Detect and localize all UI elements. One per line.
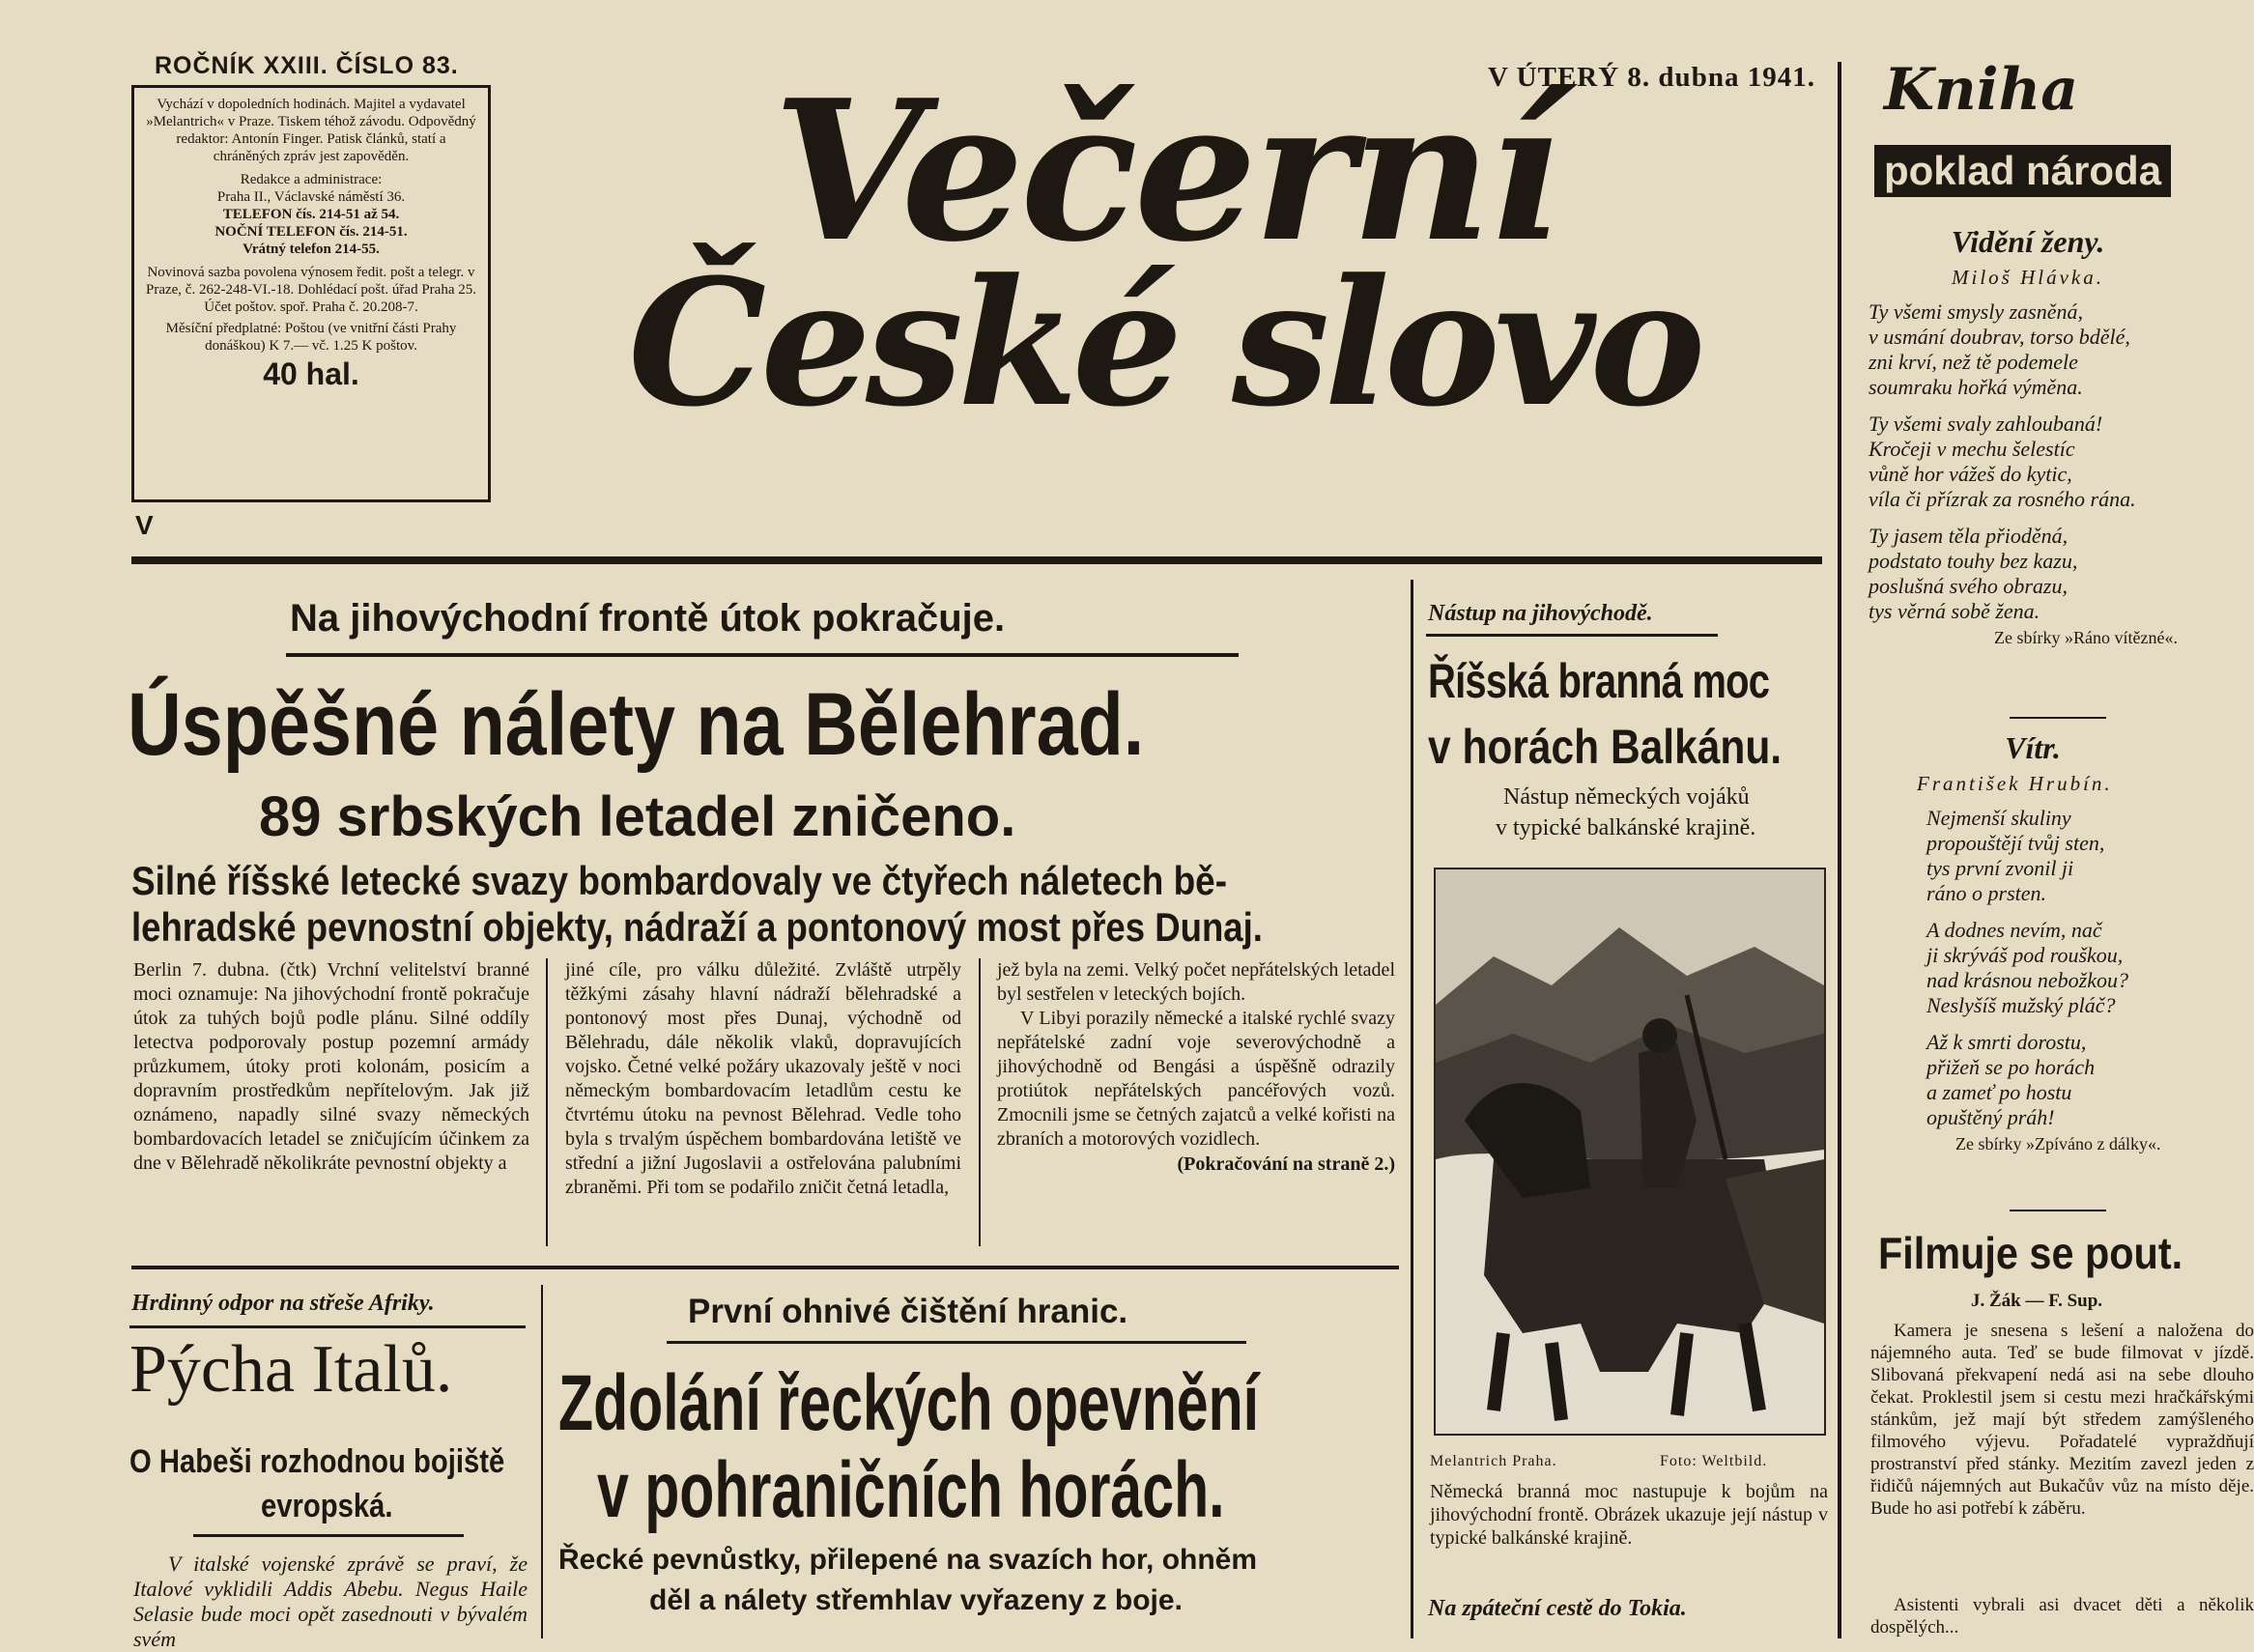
office-info (146, 171, 476, 258)
corner-mark: V (135, 510, 154, 540)
photo-sub-line-2: v typické balkánské krajině. (1496, 815, 1756, 840)
poem-1-author: Miloš Hlávka. (1952, 266, 2104, 289)
main-deck-line-1: Silné říšské letecké svazy bombardovaly ve čtyřech náletech bě- (131, 858, 1228, 903)
main-column-1: Berlin 7. dubna. (čtk) Vrchní velitelství branné moci oznamuje: Na jihovýchodní frontě pokračuje útok za tuhých bojů podle plánu. Silné oddíly letectva podporovaly postup pozemní armády průzkumem, útoky proti kolonám, posicím a dopravním prostředkům nepřítelovým. Jak již oznámeno, napadly silné svazy německých bombardovacích letadel se zničujícím účinkem za dne v Bělehradě několikráte pevnostní objekty a (133, 959, 529, 1174)
photo-story-kicker: Nástup na jihovýchodě. (1428, 601, 1653, 626)
africa-body: V italské vojenské zprávě se praví, že Italové vyklidili Addis Abebu. Negus Haile Selasie bude moci opět zasednouti v bývalém svém (133, 1552, 528, 1651)
subscription-info: Měsíční předplatné: Poštou (ve vnitřní části Prahy donáškou) K 7.— vč. 1.25 K poštov. (165, 321, 457, 354)
soldiers-photo-image (1436, 869, 1824, 1434)
column-divider (979, 958, 981, 1246)
sidebar-brand-line-1: Kniha (1884, 56, 2079, 124)
next-story-kicker: Na zpáteční cestě do Tokia. (1428, 1596, 1687, 1621)
title-line-1: Večerní (773, 58, 1557, 285)
photo-column-divider (1411, 580, 1413, 1638)
main-headline: Úspěšné nálety na Bělehrad. (128, 675, 1145, 774)
main-subheadline: 89 srbských letadel zničeno. (259, 785, 1016, 848)
photo-caption: Německá branná moc nastupuje k bojům na jihovýchodní frontě. Obrázek ukazuje její nástup v typické balkánské krajině. (1430, 1481, 1828, 1549)
africa-sub-line-1: O Habeši rozhodnou bojiště (129, 1443, 505, 1480)
greek-kicker-underline (667, 1341, 1246, 1344)
africa-kicker-underline (129, 1325, 526, 1328)
poem-1-source: Ze sbírky »Ráno vítězné«. (1994, 628, 2178, 647)
poem-2-author: František Hrubín. (1917, 772, 2113, 795)
poem-1-stanza: Ty všemi smysly zasněná, v usmání doubrav, torso bdělé, zni krví, než tě podemele soumraku hořká výměna. (1869, 299, 2130, 399)
greek-deck-line-2: děl a nálety střemhlav vyřazeny z boje. (649, 1584, 1183, 1616)
publisher-info: Vychází v dopoledních hodinách. Majitel a vydavatel »Melantrich« v Praze. Tiskem téhož závodu. Odpovědný redaktor: Antonín Finger. Patisk článků, statí a chráněných zpráv jest zapověděn. (146, 97, 476, 164)
masthead-rule (131, 556, 1822, 564)
poem-2-stanza: A dodnes nevím, nač ji skrýváš pod rouškou, nad krásnou nebožkou? Neslyšíš mužský pláč? (1926, 918, 2128, 1017)
poem-1-stanza: Ty všemi svaly zahloubaná! Kročeji v mechu šelestíc vůně hor vážeš do kytic, víla či přízrak za rosného rána. (1869, 412, 2136, 511)
main-deck-line-2: lehradské pevnostní objekty, nádraží a pontonový most přes Dunaj. (131, 904, 1263, 950)
office-line: Vrátný telefon 214-55. (243, 242, 380, 257)
office-line: Redakce a administrace: (240, 172, 383, 187)
poem-1-stanza: Ty jasem těla přioděná, podstato touhy bez kazu, poslušná svého obrazu, tys věrná sobě žena. (1869, 524, 2078, 623)
film-byline: J. Žák — F. Sup. (1971, 1291, 2103, 1311)
poem-1-title: Vidění ženy. (1951, 224, 2105, 259)
main-story-kicker: Na jihovýchodní frontě útok pokračuje. (290, 597, 1006, 640)
column-divider (541, 1285, 543, 1638)
photo-sub-line-1: Nástup německých vojáků (1503, 784, 1750, 810)
issue-line: ROČNÍK XXIII. ČÍSLO 83. (155, 52, 459, 79)
sidebar-rule (2010, 1210, 2106, 1211)
poem-2-source: Ze sbírky »Zpíváno z dálky«. (1955, 1134, 2161, 1154)
continued-note: (Pokračování na straně 2.) (1177, 1154, 1395, 1175)
office-line: Praha II., Václavské náměstí 36. (216, 189, 406, 205)
title-line-2: České slovo (628, 242, 1700, 445)
greek-headline-line-1: Zdolání řeckých opevnění (558, 1359, 1260, 1447)
sidebar-brand-line-2: poklad národa (1874, 145, 2171, 197)
office-line: TELEFON čís. 214-51 až 54. (222, 207, 400, 222)
africa-kicker: Hrdinný odpor na střeše Afriky. (131, 1291, 435, 1316)
film-body: Kamera je snesena s lešení a naložena do nájemného auta. Teď se bude filmovat v jízdě. Slibovaná překvapení nedá asi na sebe dlouho čekat. Proklestil jsem si cestu mezi hračkářskými stánkům, jež mají být středem zamýšleného filmového výjevu. Pořadatelé vypraždňují prostranství před stánky. Mezitím zavezl jeden z řidičů nájemných aut Bukačův vůz na místo děje. Bude ho asi potřebí k záběru. (1870, 1321, 2254, 1519)
africa-sub-rule (193, 1534, 464, 1537)
africa-headline: Pýcha Italů. (129, 1332, 453, 1407)
sidebar-rule (2010, 717, 2106, 719)
greek-deck-line-1: Řecké pevnůstky, přilepené na svazích hor, ohněm (558, 1544, 1258, 1576)
film-headline: Filmuje se pout. (1878, 1228, 2183, 1278)
main-column-2: jiné cíle, pro válku důležité. Zvláště utrpěly těžkými zásahy hlavní nádraží bělehradské a pontonový most přes Dunaj, východně od Bělehradu, dále několik vlaků, dopravujících vojsko. Četné velké požáry ukazovaly ještě v noci německým bombardovacím letadlům cestu ke čtvrtému útoku na pevnost Bělehrad. Vedle toho byla s trvalým úspěchem bombardována letiště ve střední a jižní Jugoslavii a ostřelována palubními zbraněmi. Při tom se podařilo zničit četná letadla, (565, 959, 961, 1198)
photo-credit-left: Melantrich Praha. (1430, 1453, 1557, 1469)
publisher-info-box (131, 85, 491, 502)
sidebar-divider (1838, 62, 1841, 1638)
photo-kicker-underline (1426, 634, 1718, 637)
poem-2 (1869, 730, 2254, 1154)
film-body-2: Asistenti vybrali asi dvacet děti a několik dospělých... (1870, 1595, 2254, 1638)
main-column-3-text-b: V Libyi porazily německé a italské rychlé svazy nepřátelské zadní voje severovýchodně a jihovýchodně od Bengási a úspěšně odrazily protiútok nepřátelských pancéřových vozů. Zmocnili jsme se četných zajatců a velké kořisti na zbraních a motorových vozidlech. (997, 1008, 1395, 1150)
photo-headline-line-2: v horách Balkánu. (1428, 720, 1783, 774)
section-rule (131, 1266, 1399, 1269)
column-divider (546, 958, 548, 1246)
sidebar-brand (1874, 56, 2254, 201)
office-line: NOČNÍ TELEFON čís. 214-51. (214, 224, 408, 240)
kicker-underline (286, 653, 1239, 657)
africa-sub-line-2: evropská. (261, 1488, 393, 1524)
poem-2-title: Vítr. (2005, 730, 2061, 765)
photo-headline-line-1: Říšská branná moc (1428, 654, 1770, 708)
photo-credit-right: Foto: Weltbild. (1660, 1453, 1768, 1469)
date-line: V ÚTERÝ 8. dubna 1941. (1488, 62, 1815, 93)
poem-2-stanza: Nejmenší skuliny propouštějí tvůj sten, tys první zvonil ji ráno o prsten. (1926, 806, 2105, 905)
greek-kicker: První ohnivé čištění hranic. (688, 1293, 1128, 1330)
greek-headline-line-2: v pohraničních horách. (597, 1446, 1225, 1534)
poem-2-stanza: Až k smrti dorostu, přižeň se po horách a zameť po hostu opuštěný práh! (1926, 1030, 2096, 1129)
soldiers-photo (1434, 868, 1826, 1436)
main-column-3-text-a: jež byla na zemi. Velký počet nepřátelských letadel byl sestřelen v leteckých bojích. (997, 959, 1395, 1005)
price: 40 hal. (263, 356, 359, 391)
poem-1 (1869, 224, 2254, 648)
postal-info: Novinová sazba povolena výnosem ředit. pošt a telegr. v Praze, č. 262-248-VI.-18. Dohlédací pošt. úřad Praha 25. Účet poštov. spoř. Praha č. 20.208-7. (146, 265, 476, 315)
main-column-3 (997, 958, 1395, 1176)
